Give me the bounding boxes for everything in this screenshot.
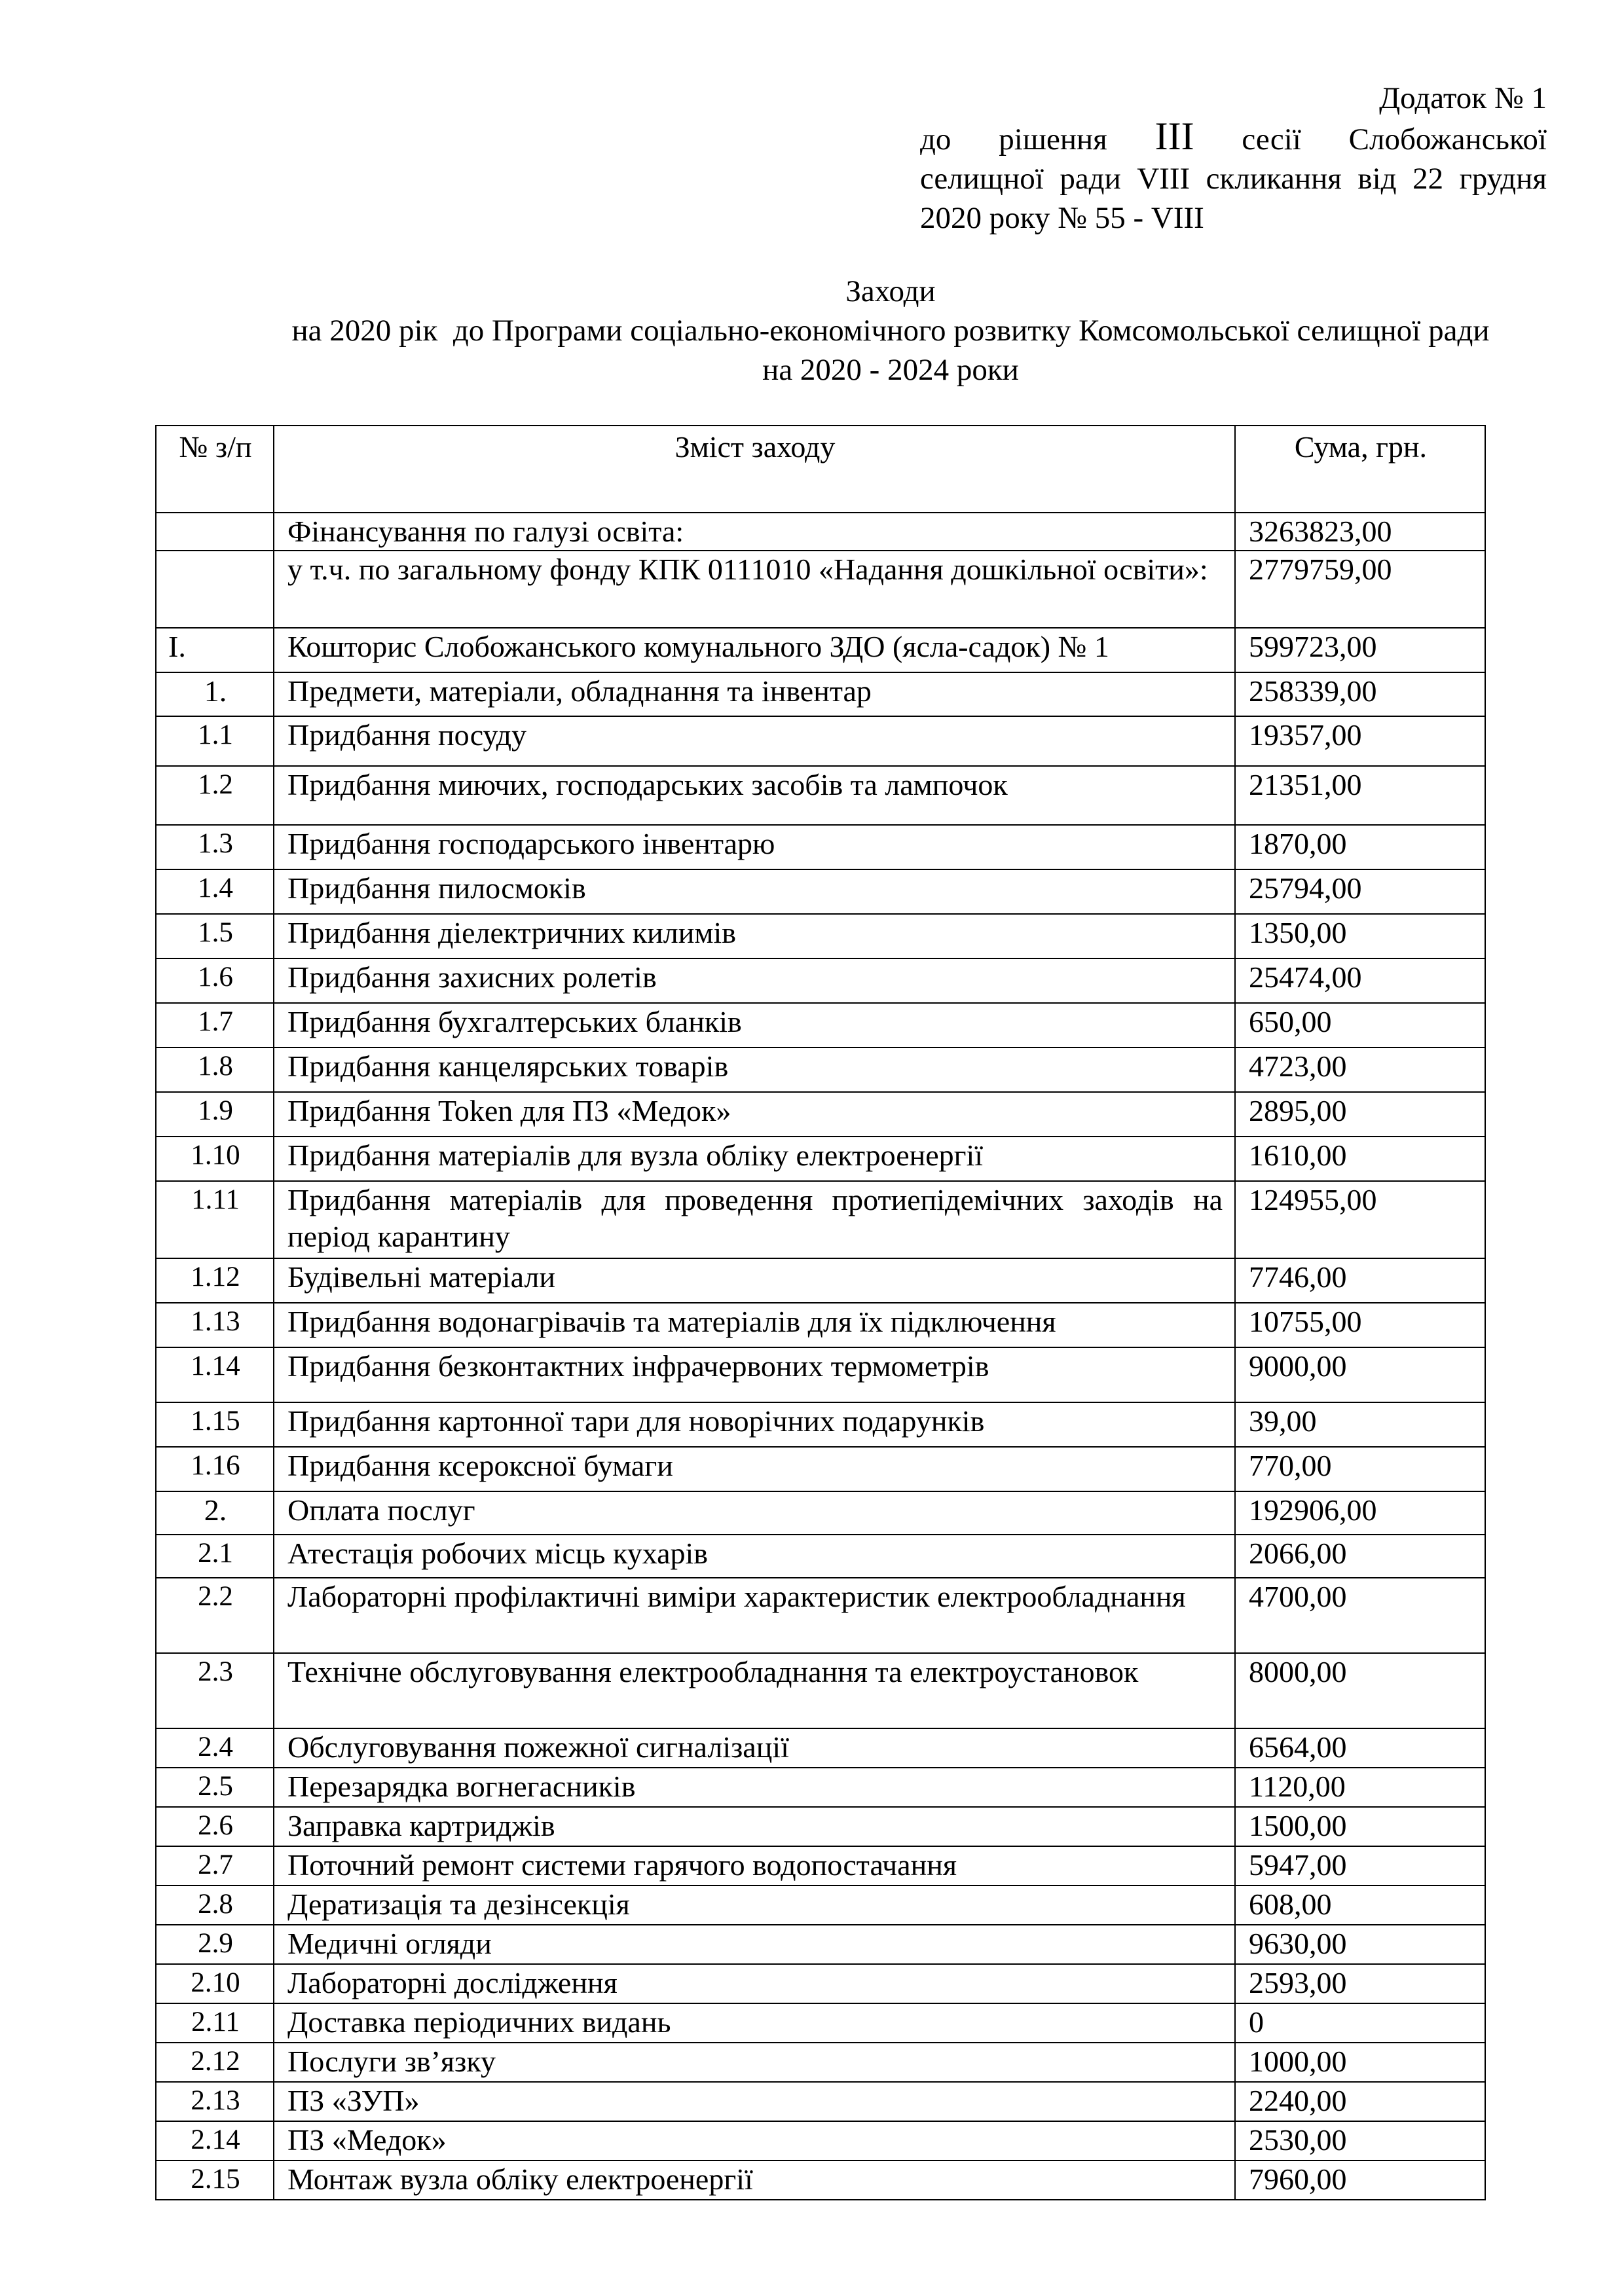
row-number: 1.11 [156, 1181, 274, 1258]
table-row [156, 1402, 1485, 1447]
row-description: Придбання канцелярських товарів [274, 1048, 1235, 1092]
row-description: Придбання водонагрівачів та матеріалів для їх підключення [274, 1303, 1235, 1347]
heading-title: Заходи [845, 274, 936, 308]
row-description: Придбання пилосмоків [274, 869, 1235, 914]
row-amount: 258339,00 [1235, 672, 1485, 716]
row-number: 2.9 [156, 1925, 274, 1964]
row-description: Придбання посуду [274, 716, 1235, 766]
row-amount: 650,00 [1235, 1003, 1485, 1048]
row-number: 2.12 [156, 2043, 274, 2082]
row-amount: 770,00 [1235, 1447, 1485, 1491]
row-description: Фінансування по галузі освіта: [274, 513, 1235, 551]
row-amount: 25474,00 [1235, 958, 1485, 1003]
row-amount: 2240,00 [1235, 2082, 1485, 2121]
row-amount: 2895,00 [1235, 1092, 1485, 1137]
row-number: 1. [156, 672, 274, 716]
row-description: ПЗ «ЗУП» [274, 2082, 1235, 2121]
row-number: 1.12 [156, 1258, 274, 1303]
row-amount: 5947,00 [1235, 1846, 1485, 1886]
row-number: 2.14 [156, 2121, 274, 2160]
row-amount: 0 [1235, 2003, 1485, 2043]
row-description: Перезарядка вогнегасників [274, 1768, 1235, 1807]
row-description: Придбання ксероксної бумаги [274, 1447, 1235, 1491]
row-description: Обслуговування пожежної сигналізації [274, 1728, 1235, 1768]
annex-title: Додаток № 1 [1379, 81, 1547, 115]
row-number: 1.16 [156, 1447, 274, 1491]
table-row [156, 766, 1485, 825]
annex-line-2: селищної ради VIII скликання від 22 грудня [920, 162, 1547, 196]
row-number: 1.13 [156, 1303, 274, 1347]
table-row [156, 2082, 1485, 2121]
table-row [156, 716, 1485, 766]
table-row [156, 914, 1485, 958]
heading-period: на 2020 - 2024 роки [762, 353, 1019, 387]
row-number: 2.8 [156, 1886, 274, 1925]
row-number: 2.2 [156, 1578, 274, 1653]
row-number: 2.1 [156, 1535, 274, 1578]
row-amount: 4700,00 [1235, 1578, 1485, 1653]
table-header-row [156, 426, 1485, 513]
row-number: 1.10 [156, 1137, 274, 1181]
row-amount: 1870,00 [1235, 825, 1485, 869]
row-amount: 9000,00 [1235, 1347, 1485, 1402]
annex-line-3: 2020 року № 55 - VIII [920, 201, 1204, 235]
row-description: Придбання матеріалів для проведення протиепідемічних заходів на період карантину [274, 1181, 1235, 1258]
header-number: № з/п [156, 426, 274, 513]
row-description: Лабораторні профілактичні виміри характеристик електрообладнання [274, 1578, 1235, 1653]
row-number: 2.3 [156, 1653, 274, 1728]
row-description: Послуги зв’язку [274, 2043, 1235, 2082]
row-description: Лабораторні дослідження [274, 1964, 1235, 2003]
document-heading [164, 272, 1617, 390]
table-row [156, 2121, 1485, 2160]
row-number: 1.9 [156, 1092, 274, 1137]
annex-line-1 [920, 117, 1547, 159]
row-amount: 1500,00 [1235, 1807, 1485, 1846]
row-description: Будівельні матеріали [274, 1258, 1235, 1303]
row-description: Придбання матеріалів для вузла обліку електроенергії [274, 1137, 1235, 1181]
row-amount: 2593,00 [1235, 1964, 1485, 2003]
table-row [156, 1653, 1485, 1728]
table-row [156, 1578, 1485, 1653]
row-description: Доставка періодичних видань [274, 2003, 1235, 2043]
table-row [156, 672, 1485, 716]
table-row [156, 1303, 1485, 1347]
row-amount: 9630,00 [1235, 1925, 1485, 1964]
row-number: 1.4 [156, 869, 274, 914]
row-number: 1.1 [156, 716, 274, 766]
table-row [156, 958, 1485, 1003]
row-amount: 7960,00 [1235, 2160, 1485, 2200]
row-description: Придбання миючих, господарських засобів та лампочок [274, 766, 1235, 825]
row-amount: 599723,00 [1235, 628, 1485, 672]
row-amount: 2066,00 [1235, 1535, 1485, 1578]
row-amount: 39,00 [1235, 1402, 1485, 1447]
annex-decision-reference [920, 117, 1547, 238]
table-row [156, 869, 1485, 914]
row-description: Придбання діелектричних килимів [274, 914, 1235, 958]
row-amount: 2530,00 [1235, 2121, 1485, 2160]
row-number: 2.10 [156, 1964, 274, 2003]
row-description: Заправка картриджів [274, 1807, 1235, 1846]
table-row [156, 1048, 1485, 1092]
table-row [156, 513, 1485, 551]
table-row [156, 1447, 1485, 1491]
row-description: Атестація робочих місць кухарів [274, 1535, 1235, 1578]
row-number: 1.2 [156, 766, 274, 825]
measures-table [155, 425, 1486, 2200]
row-number: I. [156, 628, 274, 672]
row-number [156, 513, 274, 551]
row-description: Предмети, матеріали, обладнання та інвентар [274, 672, 1235, 716]
table-row [156, 1137, 1485, 1181]
table-row [156, 2160, 1485, 2200]
row-description: Придбання картонної тари для новорічних подарунків [274, 1402, 1235, 1447]
row-number: 2.7 [156, 1846, 274, 1886]
row-number [156, 551, 274, 628]
row-number: 1.6 [156, 958, 274, 1003]
row-description: Оплата послуг [274, 1491, 1235, 1535]
table-row [156, 1535, 1485, 1578]
table-row [156, 1846, 1485, 1886]
row-number: 2.13 [156, 2082, 274, 2121]
row-number: 1.14 [156, 1347, 274, 1402]
table-row [156, 2003, 1485, 2043]
table-row [156, 1258, 1485, 1303]
row-amount: 1000,00 [1235, 2043, 1485, 2082]
row-description: Медичні огляди [274, 1925, 1235, 1964]
row-amount: 1610,00 [1235, 1137, 1485, 1181]
row-number: 1.7 [156, 1003, 274, 1048]
row-amount: 8000,00 [1235, 1653, 1485, 1728]
row-amount: 21351,00 [1235, 766, 1485, 825]
row-number: 2.11 [156, 2003, 274, 2043]
table-row [156, 1092, 1485, 1137]
row-number: 2.5 [156, 1768, 274, 1807]
row-amount: 1350,00 [1235, 914, 1485, 958]
row-amount: 1120,00 [1235, 1768, 1485, 1807]
row-amount: 10755,00 [1235, 1303, 1485, 1347]
row-description: Поточний ремонт системи гарячого водопостачання [274, 1846, 1235, 1886]
header-description: Зміст заходу [274, 426, 1235, 513]
row-amount: 192906,00 [1235, 1491, 1485, 1535]
table-row [156, 1491, 1485, 1535]
row-amount: 3263823,00 [1235, 513, 1485, 551]
heading-subtitle: на 2020 рік до Програми соціально-економічного розвитку Комсомольської селищної ради [291, 314, 1490, 348]
row-description: Технічне обслуговування електрообладнання та електроустановок [274, 1653, 1235, 1728]
row-amount: 124955,00 [1235, 1181, 1485, 1258]
row-number: 1.8 [156, 1048, 274, 1092]
row-description: Кошторис Слобожанського комунального ЗДО (ясла-садок) № 1 [274, 628, 1235, 672]
row-number: 1.15 [156, 1402, 274, 1447]
row-number: 2. [156, 1491, 274, 1535]
table-row [156, 825, 1485, 869]
row-amount: 608,00 [1235, 1886, 1485, 1925]
row-amount: 2779759,00 [1235, 551, 1485, 628]
table-row [156, 1728, 1485, 1768]
row-number: 2.4 [156, 1728, 274, 1768]
row-description: у т.ч. по загальному фонду КПК 0111010 «Надання дошкільної освіти»: [274, 551, 1235, 628]
table-row [156, 1768, 1485, 1807]
table-row [156, 1181, 1485, 1258]
table-row [156, 628, 1485, 672]
row-description: Дератизація та дезінсекція [274, 1886, 1235, 1925]
row-number: 1.3 [156, 825, 274, 869]
row-description: Придбання бухгалтерських бланків [274, 1003, 1235, 1048]
table-row [156, 551, 1485, 628]
annex-line-1-pre: до рішення [920, 122, 1107, 156]
table-row [156, 1807, 1485, 1846]
row-description: Монтаж вузла обліку електроенергії [274, 2160, 1235, 2200]
header-amount: Сума, грн. [1235, 426, 1485, 513]
row-description: Придбання захисних ролетів [274, 958, 1235, 1003]
annex-line-1-post: сесії Слобожанської [1242, 122, 1547, 156]
row-amount: 25794,00 [1235, 869, 1485, 914]
annex-session-number: III [1154, 115, 1194, 158]
table-row [156, 1347, 1485, 1402]
row-amount: 7746,00 [1235, 1258, 1485, 1303]
row-description: Придбання безконтактних інфрачервоних термометрів [274, 1347, 1235, 1402]
row-amount: 19357,00 [1235, 716, 1485, 766]
table-row [156, 1925, 1485, 1964]
table-row [156, 2043, 1485, 2082]
row-number: 1.5 [156, 914, 274, 958]
table-row [156, 1886, 1485, 1925]
row-description: Придбання Token для ПЗ «Медок» [274, 1092, 1235, 1137]
row-description: Придбання господарського інвентарю [274, 825, 1235, 869]
row-number: 2.15 [156, 2160, 274, 2200]
row-description: ПЗ «Медок» [274, 2121, 1235, 2160]
table-row [156, 1003, 1485, 1048]
row-amount: 4723,00 [1235, 1048, 1485, 1092]
table-row [156, 1964, 1485, 2003]
row-amount: 6564,00 [1235, 1728, 1485, 1768]
row-number: 2.6 [156, 1807, 274, 1846]
